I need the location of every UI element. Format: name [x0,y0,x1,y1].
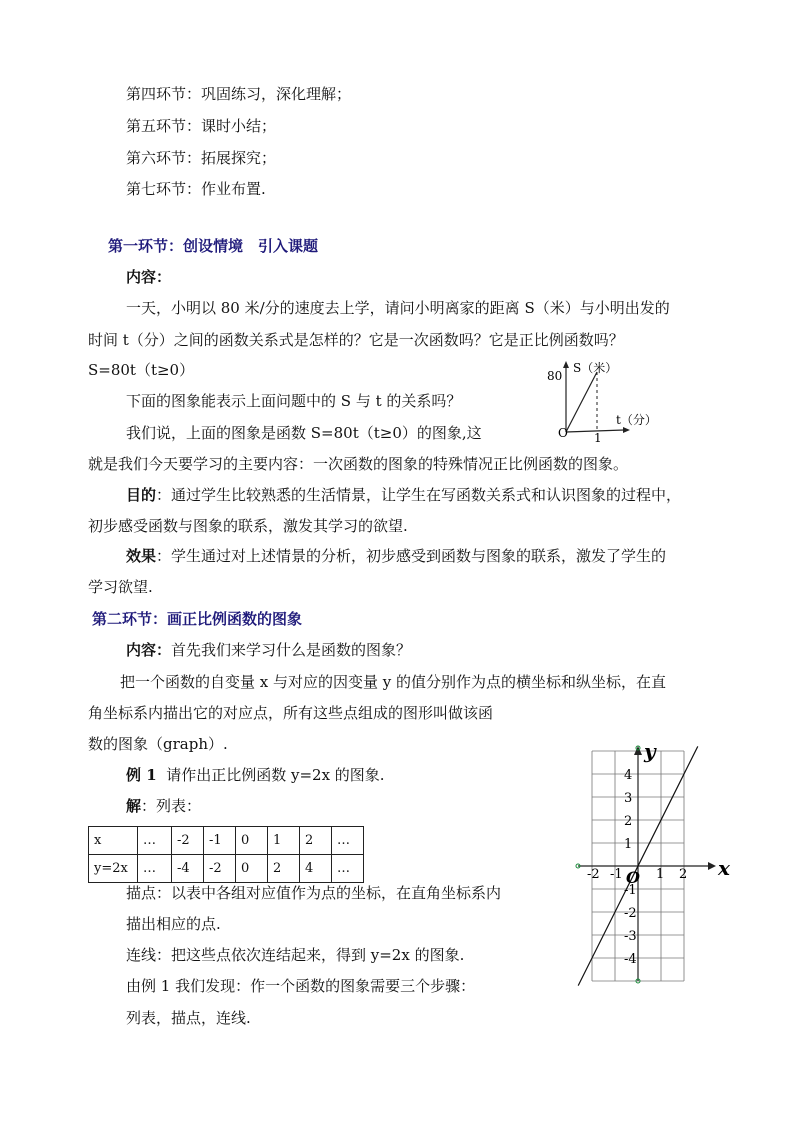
outline-step-7: 第七环节：作业布置. [126,180,266,198]
outline-step-4: 第四环节：巩固练习，深化理解； [126,85,352,103]
graph1-x-arrow [623,427,630,433]
graph2-y-label: y [644,739,656,763]
finding-line: 由例 1 我们发现：作一个函数的图象需要三个步骤： [126,977,476,995]
table-cell: -2 [204,855,236,883]
table-cell: y=2x [89,855,138,883]
example-1 [126,765,385,785]
table-cell: -2 [172,827,204,855]
section1-paragraph-5: 就是我们今天要学习的主要内容：一次函数的图象的特殊情况正比例函数的图象。 [88,455,629,473]
graph1-y-arrow [563,361,569,368]
section1-purpose-line-1 [126,485,681,505]
graph1-x-tick: 1 [594,431,602,445]
definition-line-1: 把一个函数的自变量 x 与对应的因变量 y 的值分别作为点的横坐标和纵坐标，在直 [120,673,667,691]
definition-line-3: 数的图象（graph）. [88,735,228,753]
purpose-label: 目的 [126,486,157,504]
definition-line-2: 角坐标系内描出它的对应点，所有这些点组成的图形叫做该函 [88,704,494,722]
table-cell: x [89,827,138,855]
section1-paragraph-4: 我们说，上面的图象是函数 S=80t（t≥0）的图象,这 [126,424,482,442]
section1-content-label: 内容： [126,268,172,286]
example-label: 例 1 [126,766,157,784]
outline-step-6: 第六环节：拓展探究； [126,149,277,167]
section1-title: 第一环节：创设情境 引入课题 [108,237,319,255]
table-cell: -1 [204,827,236,855]
table-row [89,855,364,883]
table-cell: … [332,827,364,855]
distance-time-graph [540,358,660,448]
y-tick-label: 3 [624,791,633,806]
graph1-data-line [566,372,597,432]
section2-content-text: 首先我们来学习什么是函数的图象？ [171,641,412,659]
x-tick-label: -2 [587,867,600,882]
effect-text: ：学生通过对上述情景的分析，初步感受到函数与图象的联系，激发了学生的 [156,547,667,565]
graph1-origin: O [558,426,568,440]
linear-function-graph [570,736,740,996]
effect-label: 效果 [126,547,157,565]
table-cell: 4 [300,855,332,883]
graph2-x-label: x [718,856,730,880]
section1-paragraph-1: 一天，小明以 80 米/分的速度去上学，请问小明离家的距离 S（米）与小明出发的 [126,299,670,317]
solution-text: ：列表： [141,797,202,815]
plot-line-2: 描出相应的点. [126,915,221,933]
section2-content [126,640,411,660]
connect-line: 连线：把这些点依次连结起来，得到 y=2x 的图象. [126,946,465,964]
x-tick-label: -1 [610,867,623,882]
plot-line-1: 描点：以表中各组对应值作为点的坐标，在直角坐标系内 [126,884,502,902]
graph1-y-label: S（米） [573,361,618,375]
purpose-text: ：通过学生比较熟悉的生活情景，让学生在写函数关系式和认识图象的过程中， [156,486,682,504]
value-table [88,826,364,883]
table-cell: 1 [268,827,300,855]
section2-title: 第二环节：画正比例函数的图象 [92,610,303,628]
table-cell: 2 [300,827,332,855]
example-text: 请作出正比例函数 y=2x 的图象. [166,766,385,784]
graph1-y-tick: 80 [547,369,563,383]
table-cell: 2 [268,855,300,883]
table-cell: 0 [236,855,268,883]
y-tick-label: -1 [624,883,637,898]
x-tick-label: 2 [679,867,688,882]
section1-effect-line-1 [126,546,666,566]
y-tick-label: 2 [624,814,633,829]
x-tick-label: 1 [656,867,665,882]
y-tick-label: 4 [624,768,633,783]
graph2-x-arrow [708,862,716,870]
y-tick-label: -4 [624,952,637,967]
graph1-x-label: t（分） [616,413,657,427]
y-tick-label: -3 [624,929,637,944]
section1-effect-line-2: 学习欲望. [88,578,153,596]
section1-formula: S=80t（t≥0） [88,361,195,379]
y-tick-label: -2 [624,906,637,921]
table-cell: -4 [172,855,204,883]
graph2-origin: O [626,868,640,887]
section1-paragraph-2: 时间 t（分）之间的函数关系式是怎样的？它是一次函数吗？它是正比例函数吗？ [88,331,624,349]
section1-purpose-line-2: 初步感受函数与图象的联系，激发其学习的欲望. [88,517,408,535]
y-tick-label: 1 [624,837,633,852]
outline-step-5: 第五环节：课时小结； [126,117,277,135]
table-cell: 0 [236,827,268,855]
section1-paragraph-3: 下面的图象能表示上面问题中的 S 与 t 的关系吗？ [126,392,462,410]
solution-label: 解 [126,797,142,815]
section2-content-label: 内容： [126,641,172,659]
three-steps-line: 列表，描点，连线. [126,1009,251,1027]
table-row [89,827,364,855]
table-cell: … [332,855,364,883]
solution [126,796,201,816]
table-cell: … [138,827,172,855]
table-cell: … [138,855,172,883]
